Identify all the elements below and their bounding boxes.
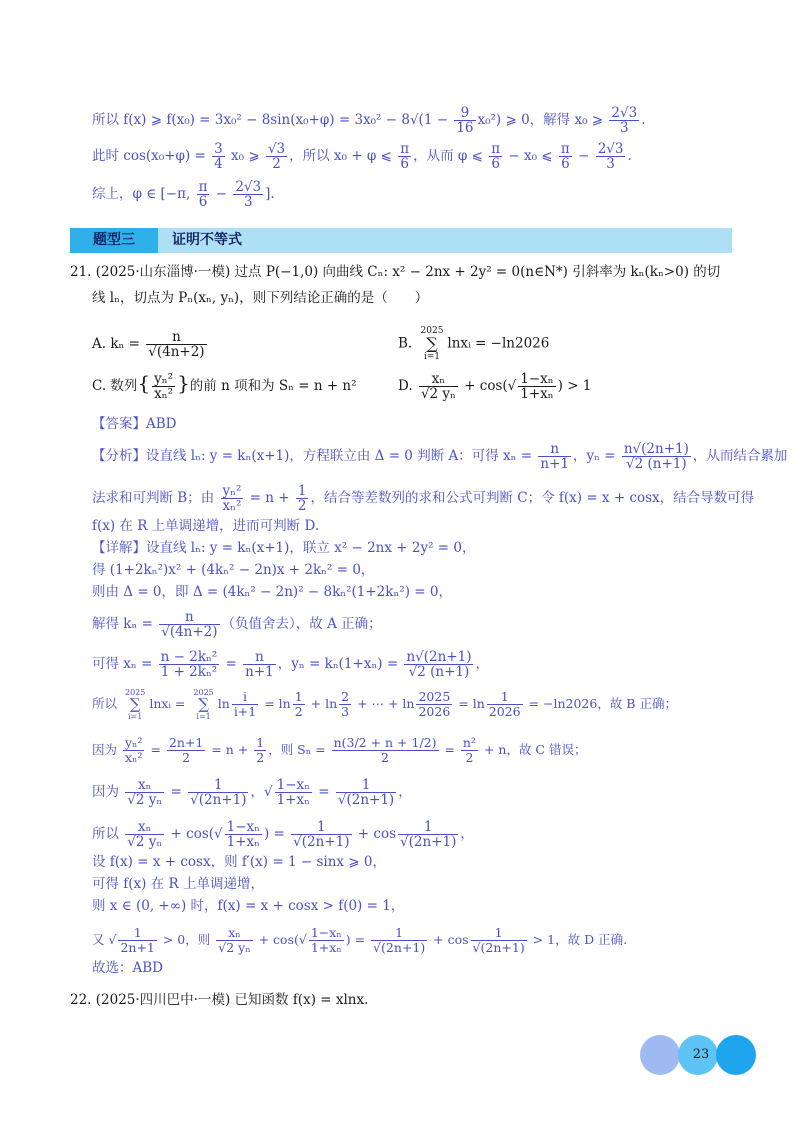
detail-line-5: 可得 xₙ = $\frac{\text{n − 2kₙ²}}{\text{1 + 2kₙ²}}$ = $\frac{n}{n+1}$ ，yₙ = kₙ(1+xₙ) = $\frac{n√(2n+1)}{√2 (n+1)}$ ， xyxy=(92,649,489,680)
detail-line-3: 则由 Δ = 0，即 Δ = (4kₙ² − 2n)² − 8kₙ²(1+2kₙ²) = 0， xyxy=(92,584,452,600)
section-tag: 题型三 xyxy=(70,228,158,253)
q21-stem-line-1: 21. (2025·山东淄博·一模) 过点 P(−1,0) 向曲线 Cₙ: x² − 2nx + 2y² = 0(n∈N*) 引斜率为 kₙ(kₙ>0) 的切 xyxy=(70,264,721,280)
page-circle-right-icon xyxy=(716,1035,756,1075)
detail-line-1: 【详解】设直线 lₙ: y = kₙ(x+1)，联立 x² − 2nx + 2y² = 0， xyxy=(92,540,476,556)
detail-line-8: 因为 $\frac{\text{xₙ}}{\text{√2 yₙ}}$ = $\frac{1}{√(2n+1)}$ ，√ $\frac{\text{1−xₙ}}{\text{1+xₙ}}$ = $\frac{1}{√(2n+1)}$ ， xyxy=(92,777,412,808)
q22-stem: 22. (2025·四川巴中·一模) 已知函数 f(x) = xlnx. xyxy=(70,992,369,1008)
detail-line-10: 设 f(x) = x + cosx，则 f′(x) = 1 − sinx ⩾ 0， xyxy=(92,854,386,870)
page-circle-left-icon xyxy=(640,1035,680,1075)
detail-line-13: 又 √ $\frac{1}{2n+1}$ > 0，则 $\frac{\text{xₙ}}{\text{√2 yₙ}}$ + cos(√ $\frac{\text{1−xₙ}}{\text{1+xₙ}}$ ) = $\frac{1}{√(2n+1)}$ + cos $\frac{1}{√(2n+1)}$ > 1，故 D 正确. xyxy=(92,925,628,955)
prev-solution-line-1: 所以 f(x) ⩾ f(x₀) = 3x₀² − 8sin(x₀+φ) = 3x₀² − 8√(1 − $\frac{9}{16}$ x₀²) ⩾ 0，解得 x₀ ⩾ $\frac{2√3}{3}$ . xyxy=(92,105,646,136)
prev-solution-line-3: 综上，φ ∈ [−π, $\frac{\pi}{6}$ − $\frac{2√3}{3}$ ]. xyxy=(92,179,275,210)
q21-option-d: D. $\frac{\text{xₙ}}{\text{√2 yₙ}}$ + cos(√ $\frac{\text{1−xₙ}}{\text{1+xₙ}}$ ) > 1 xyxy=(398,371,592,402)
fraction: $\frac{9}{16}$ xyxy=(456,105,474,136)
analysis-line-1: 【分析】设直线 lₙ: y = kₙ(x+1)，方程联立由 Δ = 0 判断 A：可得 xₙ = $\frac{n}{n+1}$ ，yₙ = $\frac{n√(2n+1)}{√2 (n+1)}$ ，从而结合累加 xyxy=(92,441,788,472)
answer-line: 【答案】ABD xyxy=(92,416,177,432)
detail-line-4: 解得 kₙ = $\frac{n}{√(4n+2)}$ （负值舍去），故 A 正确； xyxy=(92,609,382,640)
analysis-line-3: f(x) 在 R 上单调递增，进而可判断 D. xyxy=(92,518,320,534)
fraction: $\frac{2√3}{3}$ xyxy=(611,105,638,136)
detail-line-14: 故选：ABD xyxy=(92,960,163,976)
detail-line-2: 得 (1+2kₙ²)x² + (4kₙ² − 2n)x + 2kₙ² = 0， xyxy=(92,562,375,578)
section-banner xyxy=(70,228,732,253)
q21-option-a: A. kₙ = $\frac{n}{√(4n+2)}$ xyxy=(92,329,205,360)
q21-stem-line-2: 线 lₙ，切点为 Pₙ(xₙ, yₙ)，则下列结论正确的是（ ） xyxy=(92,290,429,306)
page-number: 23 xyxy=(692,1047,710,1062)
detail-line-6: 所以 2025 ∑ i=1 lnxᵢ = 2025 ∑ i=1 ln $\frac{i}{i+1}$ = ln $\frac{1}{2}$ + ln $\frac{2}{3}$ + ⋯ + ln $\frac{2025}{2026}$ = ln $\frac{1}{2026}$ = −ln2026，故 B 正确； xyxy=(92,688,677,721)
section-title: 证明不等式 xyxy=(172,232,242,248)
detail-line-7: 因为 $\frac{\text{yₙ²}}{\text{xₙ²}}$ = $\frac{2n+1}{2}$ = n + $\frac{1}{2}$ ，则 Sₙ = $\frac{n(3/2 + n + 1/2)}{2}$ = $\frac{\text{n²}}{2}$ + n，故 C 错误； xyxy=(92,735,587,765)
analysis-line-2: 法求和可判断 B；由 $\frac{\text{yₙ²}}{\text{xₙ²}}$ = n + $\frac{1}{2}$ ，结合等差数列的求和公式可判断 C；令 f(x) = x + cosx，结合导数可得 xyxy=(92,483,755,514)
prev-solution-line-2: 此时 cos(x₀+φ) = $\frac{3}{4}$ x₀ ⩾ $\frac{√3}{2}$ ，所以 x₀ + φ ⩽ $\frac{\pi}{6}$ ，从而 φ ⩽ $\frac{\pi}{6}$ − x₀ ⩽ $\frac{\pi}{6}$ − $\frac{2√3}{3}$ . xyxy=(92,141,632,172)
detail-line-12: 则 x ∈ (0, +∞) 时，f(x) = x + cosx > f(0) = 1， xyxy=(92,898,405,914)
q21-option-c: C. 数列{ $\frac{\text{yₙ²}}{\text{xₙ²}}$ }的前 n 项和为 Sₙ = n + n² xyxy=(92,371,357,402)
q21-option-b: B. 2025 ∑ i=1 lnxᵢ = −ln2026 xyxy=(398,326,550,362)
detail-line-11: 可得 f(x) 在 R 上单调递增， xyxy=(92,876,264,892)
detail-line-9: 所以 $\frac{\text{xₙ}}{\text{√2 yₙ}}$ + cos(√ $\frac{\text{1−xₙ}}{\text{1+xₙ}}$ ) = $\frac{1}{√(2n+1)}$ + cos $\frac{1}{√(2n+1)}$ ， xyxy=(92,819,474,850)
